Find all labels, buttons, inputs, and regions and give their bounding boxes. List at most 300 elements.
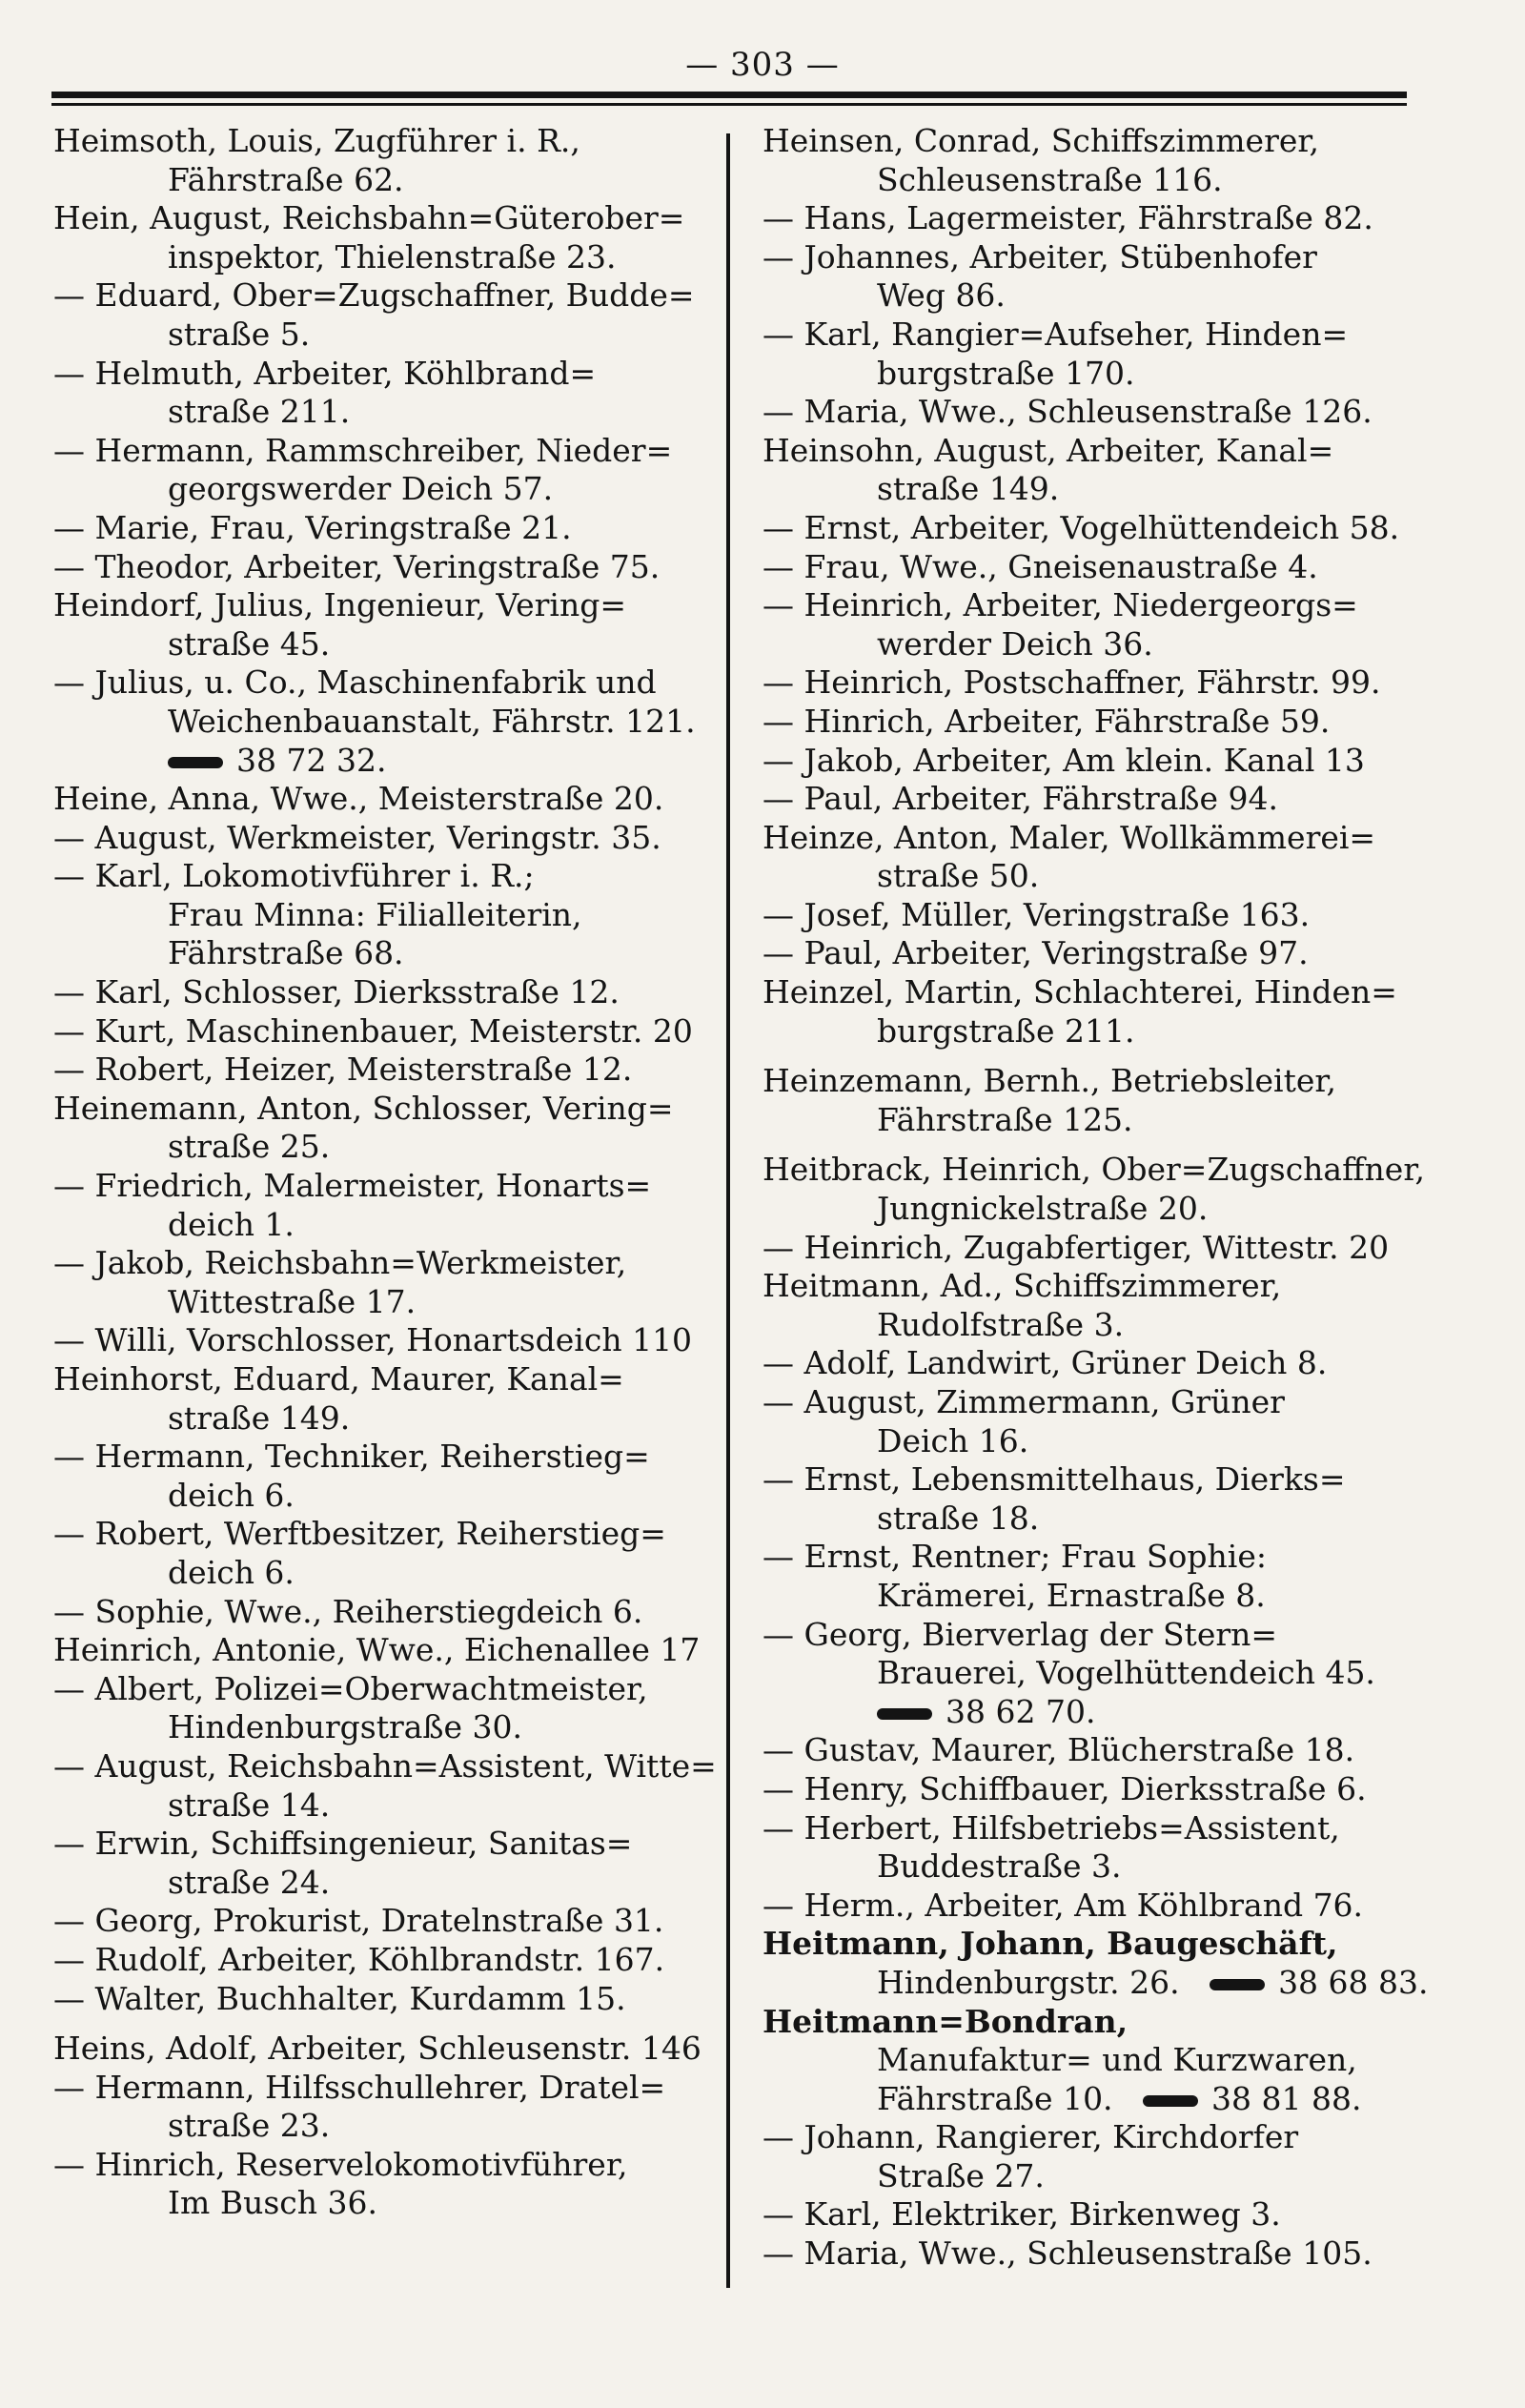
entry-text: — Heinrich, Arbeiter, Niedergeorgs= <box>762 586 1358 624</box>
entry-name-line <box>53 2030 721 2069</box>
entry-name-line <box>53 1980 721 2019</box>
directory-entry <box>53 1012 721 1051</box>
directory-entry <box>762 1770 1411 1809</box>
entry-name-line <box>53 1438 721 1477</box>
directory-entry <box>762 1538 1411 1615</box>
entry-text: — Robert, Werftbesitzer, Reiherstieg= <box>53 1515 666 1553</box>
directory-entry <box>762 122 1411 199</box>
entry-text: straße 5. <box>168 315 311 353</box>
entry-text: — Ernst, Arbeiter, Vogelhüttendeich 58. <box>762 508 1400 546</box>
directory-entry <box>762 238 1411 316</box>
telephone-icon <box>877 1708 932 1720</box>
entry-text: Fährstraße 62. <box>168 160 404 198</box>
directory-entry <box>53 548 721 587</box>
directory-entry <box>762 1731 1411 1770</box>
entry-gap <box>53 2018 721 2030</box>
entry-name-line <box>762 1344 1411 1383</box>
directory-entry <box>762 703 1411 742</box>
entry-text: Brauerei, Vogelhüttendeich 45. <box>877 1654 1375 1692</box>
entry-continuation-line <box>762 625 1411 664</box>
entry-text: — Johann, Rangierer, Kirchdorfer <box>762 2118 1299 2156</box>
entry-text: — Ernst, Rentner; Frau Sophie: <box>762 1538 1267 1576</box>
entry-name-line <box>53 1825 721 1864</box>
entry-continuation-line <box>762 857 1411 896</box>
entry-name-line <box>762 1616 1411 1655</box>
entry-text: Im Busch 36. <box>168 2184 377 2222</box>
directory-entry <box>762 1887 1411 1926</box>
directory-entry <box>53 1244 721 1321</box>
entry-name-line <box>762 1151 1425 1190</box>
directory-entry <box>53 1090 721 1167</box>
entry-text: — Karl, Rangier=Aufseher, Hinden= <box>762 315 1349 353</box>
entry-text: deich 6. <box>168 1476 295 1514</box>
entry-text: straße 50. <box>877 857 1040 895</box>
entry-text: — Paul, Arbeiter, Veringstraße 97. <box>762 934 1309 972</box>
entry-name-line <box>762 548 1411 587</box>
directory-entry <box>762 1460 1411 1538</box>
entry-name-line <box>762 780 1411 819</box>
entry-name-line <box>53 1244 721 1283</box>
entry-text: — Gustav, Maurer, Blücherstraße 18. <box>762 1731 1355 1769</box>
entry-name-line <box>762 663 1411 703</box>
entry-name-line <box>762 1887 1411 1926</box>
entry-text: — Jakob, Arbeiter, Am klein. Kanal 13 <box>762 741 1365 779</box>
entry-name-line <box>53 2146 721 2185</box>
entry-continuation-line <box>762 1654 1411 1693</box>
entry-name-line <box>762 2118 1411 2157</box>
entry-continuation-line <box>762 1306 1411 1345</box>
entry-name-line <box>762 896 1411 935</box>
entry-name-line <box>53 1321 721 1360</box>
entry-text: deich 6. <box>168 1553 295 1591</box>
entry-text: Weg 86. <box>877 276 1006 315</box>
telephone-icon <box>1143 2095 1198 2107</box>
entry-continuation-line <box>762 1963 1429 2003</box>
entry-text: Buddestraße 3. <box>877 1847 1122 1886</box>
directory-entry <box>762 934 1411 973</box>
directory-entry <box>762 586 1411 663</box>
entry-text: — Kurt, Maschinenbauer, Meisterstr. 20 <box>53 1011 693 1050</box>
directory-entry <box>53 1902 721 1941</box>
entry-name-line <box>53 548 721 587</box>
entry-text: Rudolfstraße 3. <box>877 1305 1125 1343</box>
directory-entry <box>53 1167 721 1244</box>
entry-text: Heine, Anna, Wwe., Meisterstraße 20. <box>53 780 664 818</box>
entry-text: Heinsohn, August, Arbeiter, Kanal= <box>762 431 1334 469</box>
entry-continuation-line <box>762 1012 1411 1051</box>
entry-name-line <box>53 122 721 161</box>
directory-entry <box>53 973 721 1012</box>
entry-text: burgstraße 170. <box>877 354 1135 392</box>
entry-text: Heinemann, Anton, Schlosser, Vering= <box>53 1089 674 1127</box>
entry-text: — Ernst, Lebensmittelhaus, Dierks= <box>762 1460 1346 1499</box>
directory-entry <box>53 1438 721 1515</box>
entry-text: — Hinrich, Reservelokomotivführer, <box>53 2145 628 2183</box>
directory-entry <box>53 1515 721 1592</box>
entry-text: Weichenbauanstalt, Fährstr. 121. <box>168 702 696 740</box>
directory-entry <box>762 2195 1411 2235</box>
entry-name-line <box>53 819 721 858</box>
entry-name-line <box>53 1167 721 1206</box>
entry-gap <box>762 1139 1411 1151</box>
entry-text: Heimsoth, Louis, Zugführer i. R., <box>53 122 580 159</box>
entry-text: — Adolf, Landwirt, Grüner Deich 8. <box>762 1344 1328 1382</box>
entry-text: straße 18. <box>877 1499 1040 1537</box>
directory-entry <box>762 1809 1411 1887</box>
directory-entry <box>762 2003 1411 2119</box>
entry-name-line <box>53 1090 721 1129</box>
entry-continuation-line <box>53 1554 721 1593</box>
directory-entry <box>762 548 1411 587</box>
entry-continuation-line <box>53 1128 721 1167</box>
entry-text: Fährstraße 68. <box>168 934 404 972</box>
entry-continuation-line <box>53 2107 721 2146</box>
directory-entry <box>762 973 1411 1051</box>
entry-text: Heinzel, Martin, Schlachterei, Hinden= <box>762 973 1397 1011</box>
entry-text: straße 24. <box>168 1863 331 1901</box>
left-column <box>53 122 721 2223</box>
entry-text: — Erwin, Schiffsingenieur, Sanitas= <box>53 1825 633 1863</box>
entry-continuation-line <box>53 896 721 935</box>
entry-continuation-line <box>53 161 721 200</box>
entry-name-line <box>762 1267 1411 1306</box>
entry-continuation-line <box>53 1399 721 1439</box>
entry-text: Frau Minna: Filialleiterin, <box>168 895 582 933</box>
entry-continuation-line <box>53 1283 721 1322</box>
directory-entry <box>762 432 1411 509</box>
directory-entry <box>53 1980 721 2019</box>
entry-text: werder Deich 36. <box>877 624 1153 663</box>
entry-text: — Julius, u. Co., Maschinenfabrik und <box>53 663 657 702</box>
entry-name-line <box>53 586 721 625</box>
entry-text: Heitmann, Johann, Baugeschäft, <box>762 1925 1338 1963</box>
entry-name-line <box>762 742 1411 781</box>
entry-name-line <box>53 1747 721 1786</box>
directory-entry <box>762 1344 1411 1383</box>
entry-text: straße 23. <box>168 2107 331 2145</box>
telephone-number: 38 62 70. <box>946 1692 1096 1730</box>
directory-entry <box>762 742 1411 781</box>
entry-name-line <box>762 2235 1411 2274</box>
directory-entry <box>53 586 721 663</box>
directory-entry <box>53 2030 721 2069</box>
entry-continuation-line <box>762 1422 1411 1461</box>
entry-name-line <box>762 1229 1411 1268</box>
column-divider <box>726 133 730 2288</box>
entry-name-line <box>762 1809 1411 1848</box>
entry-name-line <box>53 1051 721 1090</box>
directory-entry <box>53 1825 721 1902</box>
entry-continuation-line <box>53 238 721 277</box>
directory-entry <box>53 276 721 354</box>
entry-text: — Josef, Müller, Veringstraße 163. <box>762 895 1311 933</box>
directory-entry <box>53 780 721 819</box>
entry-name-line <box>53 276 721 316</box>
entry-text: Heindorf, Julius, Ingenieur, Vering= <box>53 586 627 624</box>
entry-text: Heitmann, Ad., Schiffszimmerer, <box>762 1267 1282 1305</box>
entry-text: straße 25. <box>168 1128 331 1166</box>
entry-continuation-line <box>53 393 721 432</box>
entry-name-line <box>53 663 721 703</box>
entry-name-line <box>762 973 1411 1012</box>
entry-name-line <box>762 238 1411 277</box>
entry-text: — Maria, Wwe., Schleusenstraße 126. <box>762 393 1372 431</box>
entry-name-line <box>762 316 1411 355</box>
entry-name-line <box>53 1670 721 1709</box>
directory-entry <box>53 199 721 276</box>
entry-name-line <box>53 1515 721 1554</box>
entry-text: georgswerder Deich 57. <box>168 470 554 508</box>
entry-text: — Paul, Arbeiter, Fährstraße 94. <box>762 780 1278 818</box>
directory-entry <box>762 509 1411 548</box>
entry-address: Fährstraße 10. <box>877 2079 1113 2117</box>
entry-text: — Hermann, Rammschreiber, Nieder= <box>53 431 673 469</box>
entry-text: Heinzemann, Bernh., Betriebsleiter, <box>762 1062 1337 1100</box>
entry-text: deich 1. <box>168 1205 295 1243</box>
entry-text: Jungnickelstraße 20. <box>877 1190 1209 1228</box>
directory-entry <box>53 819 721 858</box>
entry-text: Manufaktur= und Kurzwaren, <box>877 2041 1357 2079</box>
directory-entry <box>762 1151 1425 1228</box>
entry-continuation-line <box>762 2080 1411 2119</box>
entry-name-line <box>53 1941 721 1980</box>
entry-continuation-line <box>53 703 721 742</box>
entry-name-line <box>53 1360 721 1399</box>
entry-text: — Hermann, Hilfsschullehrer, Dratel= <box>53 2068 666 2106</box>
directory-entry <box>762 1616 1411 1732</box>
entry-text: — Hans, Lagermeister, Fährstraße 82. <box>762 199 1373 237</box>
entry-text: straße 14. <box>168 1786 331 1824</box>
entry-text: — Jakob, Reichsbahn=Werkmeister, <box>53 1244 627 1282</box>
directory-entry <box>53 1631 721 1670</box>
header-rule-thick <box>51 92 1407 98</box>
entry-name-line <box>762 703 1411 742</box>
entry-name-line <box>762 1770 1411 1809</box>
directory-entry <box>762 780 1411 819</box>
entry-name-line <box>762 1925 1411 1964</box>
entry-text: Schleusenstraße 116. <box>877 160 1223 198</box>
entry-text: Hein, August, Reichsbahn=Güterober= <box>53 199 685 237</box>
directory-entry <box>53 857 721 973</box>
entry-name-line <box>762 393 1411 432</box>
directory-entry <box>762 663 1411 703</box>
entry-name-line <box>53 973 721 1012</box>
entry-text: — Eduard, Ober=Zugschaffner, Budde= <box>53 276 695 315</box>
entry-text: — Walter, Buchhalter, Kurdamm 15. <box>53 1979 626 2017</box>
entry-text: burgstraße 211. <box>877 1011 1135 1050</box>
entry-text: — Karl, Elektriker, Birkenweg 3. <box>762 2195 1281 2234</box>
entry-continuation-line <box>53 625 721 664</box>
directory-entry <box>53 1593 721 1632</box>
entry-name-line <box>762 432 1411 471</box>
telephone-icon <box>168 757 223 768</box>
entry-continuation-line <box>53 1864 721 1903</box>
entry-continuation-line <box>53 1786 721 1826</box>
entry-text: Hindenburgstraße 30. <box>168 1708 522 1746</box>
entry-text: Heinhorst, Eduard, Maurer, Kanal= <box>53 1360 624 1398</box>
entry-text: — Karl, Schlosser, Dierksstraße 12. <box>53 973 620 1011</box>
entry-text: — Hinrich, Arbeiter, Fährstraße 59. <box>762 702 1331 740</box>
entry-continuation-line <box>762 161 1411 200</box>
entry-continuation-line <box>53 934 721 973</box>
entry-text: inspektor, Thielenstraße 23. <box>168 237 617 275</box>
directory-entry <box>762 1229 1411 1268</box>
entry-text: Straße 27. <box>877 2156 1045 2194</box>
entry-text: Heinze, Anton, Maler, Wollkämmerei= <box>762 818 1376 856</box>
entry-text: Heins, Adolf, Arbeiter, Schleusenstr. 146 <box>53 2030 702 2068</box>
entry-text: Fährstraße 125. <box>877 1100 1133 1138</box>
entry-name-line <box>762 2003 1411 2042</box>
page-number: — 303 — <box>685 46 840 84</box>
entry-name-line <box>53 1593 721 1632</box>
directory-entry <box>53 2146 721 2223</box>
entry-continuation-line <box>762 2041 1411 2080</box>
entry-text: — Rudolf, Arbeiter, Köhlbrandstr. 167. <box>53 1940 665 1978</box>
entry-continuation-line <box>53 316 721 355</box>
entry-name-line <box>53 509 721 548</box>
entry-continuation-line <box>762 1101 1411 1140</box>
directory-entry <box>53 663 721 780</box>
directory-entry <box>53 122 721 199</box>
telephone-number: 38 68 83. <box>1278 1963 1429 2001</box>
entry-gap <box>762 1051 1411 1062</box>
entry-name-line <box>53 1902 721 1941</box>
entry-text: Heitmann=Bondran, <box>762 2002 1128 2040</box>
entry-name-line <box>762 1383 1411 1422</box>
entry-text: Deich 16. <box>877 1421 1029 1459</box>
entry-name-line <box>53 857 721 896</box>
directory-entry <box>762 2118 1411 2195</box>
entry-name-line <box>53 355 721 394</box>
entry-name-line <box>762 509 1411 548</box>
entry-address: Hindenburgstr. 26. <box>877 1963 1180 2001</box>
entry-continuation-line <box>53 470 721 509</box>
entry-text: — Herbert, Hilfsbetriebs=Assistent, <box>762 1808 1340 1847</box>
entry-text: — Henry, Schiffbauer, Dierksstraße 6. <box>762 1769 1367 1807</box>
entry-text: straße 45. <box>168 624 331 663</box>
entry-text: Heitbrack, Heinrich, Ober=Zugschaffner, <box>762 1151 1425 1189</box>
entry-continuation-line <box>53 1206 721 1245</box>
directory-entry <box>53 509 721 548</box>
entry-text: — Heinrich, Zugabfertiger, Wittestr. 20 <box>762 1228 1390 1266</box>
entry-name-line <box>762 819 1411 858</box>
entry-continuation-line <box>762 276 1411 316</box>
directory-entry <box>53 1747 721 1825</box>
entry-continuation-line <box>53 742 721 781</box>
entry-name-line <box>53 1012 721 1051</box>
directory-entry <box>762 1062 1411 1139</box>
entry-text: — August, Zimmermann, Grüner <box>762 1383 1285 1420</box>
directory-entry <box>53 432 721 509</box>
entry-continuation-line <box>762 1847 1411 1887</box>
directory-entry <box>762 2235 1411 2274</box>
entry-text: — Friedrich, Malermeister, Honarts= <box>53 1167 652 1205</box>
entry-continuation-line <box>762 355 1411 394</box>
telephone-icon <box>1210 1979 1265 1990</box>
entry-name-line <box>53 780 721 819</box>
entry-text: — Helmuth, Arbeiter, Köhlbrand= <box>53 354 597 392</box>
directory-entry <box>762 316 1411 393</box>
entry-continuation-line <box>762 1693 1411 1732</box>
entry-continuation-line <box>762 1577 1411 1616</box>
entry-name-line <box>53 199 721 238</box>
entry-text: — Robert, Heizer, Meisterstraße 12. <box>53 1051 633 1089</box>
entry-text: — Johannes, Arbeiter, Stübenhofer <box>762 237 1317 275</box>
entry-name-line <box>762 1062 1411 1101</box>
directory-entry <box>762 393 1411 432</box>
entry-text: Heinrich, Antonie, Wwe., Eichenallee 17 <box>53 1631 701 1669</box>
entry-name-line <box>762 122 1411 161</box>
directory-entry <box>53 355 721 432</box>
telephone-number: 38 81 88. <box>1211 2079 1362 2117</box>
entry-text: Heinsen, Conrad, Schiffszimmerer, <box>762 122 1320 159</box>
entry-text: — Willi, Vorschlosser, Honartsdeich 110 <box>53 1321 693 1359</box>
entry-text: — Heinrich, Postschaffner, Fährstr. 99. <box>762 663 1381 702</box>
entry-continuation-line <box>53 1708 721 1747</box>
entry-name-line <box>53 432 721 471</box>
directory-entry <box>53 1941 721 1980</box>
directory-entry <box>53 1321 721 1360</box>
entry-name-line <box>762 934 1411 973</box>
entry-text: straße 211. <box>168 393 351 431</box>
entry-continuation-line <box>53 1477 721 1516</box>
directory-entry <box>53 1670 721 1747</box>
entry-name-line <box>762 199 1411 238</box>
entry-text: — Maria, Wwe., Schleusenstraße 105. <box>762 2235 1372 2273</box>
directory-entry <box>762 896 1411 935</box>
directory-entry <box>53 1051 721 1090</box>
entry-name-line <box>762 1460 1411 1500</box>
entry-text: Wittestraße 17. <box>168 1282 417 1320</box>
entry-text: — Marie, Frau, Veringstraße 21. <box>53 508 572 546</box>
entry-name-line <box>762 586 1411 625</box>
entry-text: — Theodor, Arbeiter, Veringstraße 75. <box>53 547 661 585</box>
entry-text: — Frau, Wwe., Gneisenaustraße 4. <box>762 547 1318 585</box>
entry-continuation-line <box>762 1190 1411 1229</box>
entry-text: — Georg, Bierverlag der Stern= <box>762 1615 1278 1653</box>
directory-entry <box>762 1383 1411 1460</box>
entry-name-line <box>762 2195 1411 2235</box>
entry-name-line <box>762 1731 1411 1770</box>
directory-entry <box>762 819 1411 896</box>
entry-text: straße 149. <box>168 1398 351 1437</box>
directory-entry <box>762 1925 1429 2002</box>
entry-text: — August, Reichsbahn=Assistent, Witte= <box>53 1746 717 1785</box>
directory-entry <box>53 1360 721 1438</box>
entry-text: straße 149. <box>877 470 1060 508</box>
entry-text: — Hermann, Techniker, Reiherstieg= <box>53 1438 650 1476</box>
entry-text: — Georg, Prokurist, Dratelnstraße 31. <box>53 1902 664 1940</box>
telephone-number: 38 72 32. <box>236 741 387 779</box>
entry-name-line <box>53 1631 721 1670</box>
entry-name-line <box>53 2069 721 2108</box>
header-rule-thin <box>51 103 1407 106</box>
entry-continuation-line <box>762 470 1411 509</box>
entry-continuation-line <box>762 1500 1411 1539</box>
entry-text: — Herm., Arbeiter, Am Köhlbrand 76. <box>762 1886 1364 1924</box>
entry-text: — Sophie, Wwe., Reiherstiegdeich 6. <box>53 1592 643 1630</box>
entry-name-line <box>762 1538 1411 1577</box>
directory-entry <box>762 199 1411 238</box>
entry-continuation-line <box>53 2184 721 2223</box>
directory-entry <box>762 1267 1411 1344</box>
entry-text: — August, Werkmeister, Veringstr. 35. <box>53 818 661 856</box>
entry-text: — Karl, Lokomotivführer i. R.; <box>53 857 535 895</box>
entry-continuation-line <box>762 2157 1411 2196</box>
directory-entry <box>53 2069 721 2146</box>
entry-text: — Albert, Polizei=Oberwachtmeister, <box>53 1669 648 1707</box>
entry-text: Krämerei, Ernastraße 8. <box>877 1576 1266 1614</box>
